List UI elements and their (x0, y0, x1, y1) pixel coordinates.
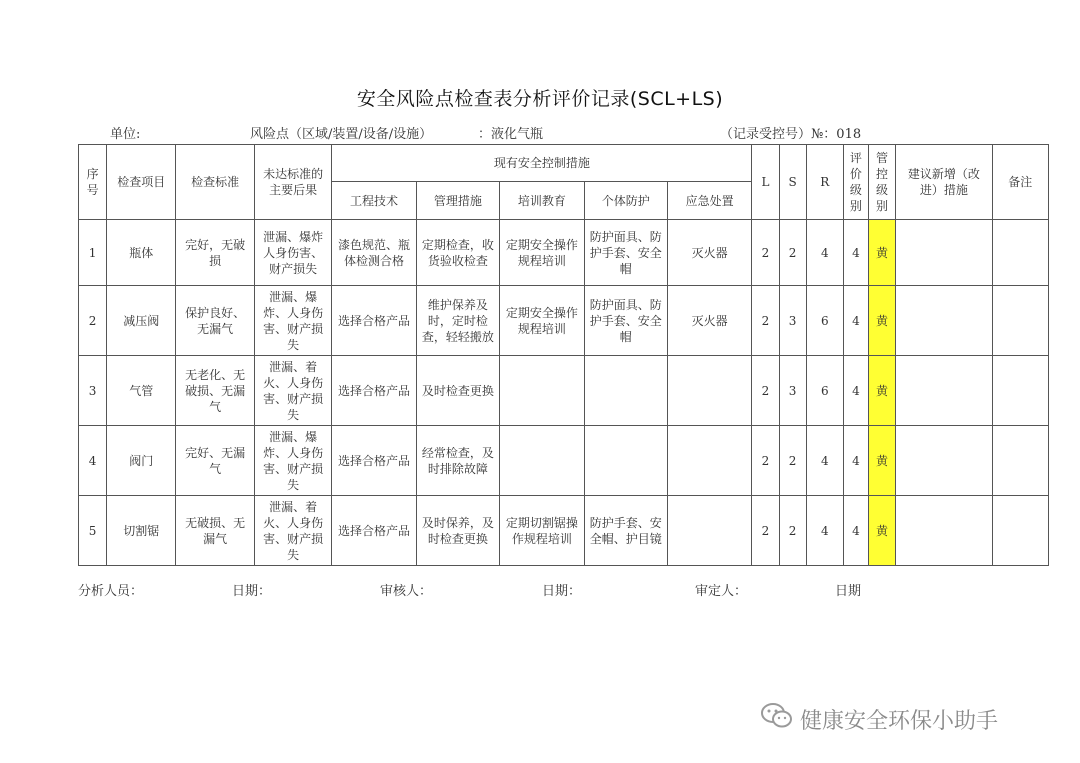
row-suggest (896, 496, 992, 566)
row-ppe (584, 426, 667, 496)
date-label-1: 日期： (232, 584, 272, 599)
row-L: 2 (752, 356, 779, 426)
row-seq: 4 (79, 426, 107, 496)
row-emergency (667, 496, 751, 566)
risk-check-table (78, 144, 1049, 566)
row-engineering: 选择合格产品 (332, 286, 416, 356)
row-training (500, 426, 584, 496)
row-S: 2 (779, 426, 806, 496)
row-management: 经常检查，及时排除故障 (416, 426, 499, 496)
row-suggest (896, 426, 992, 496)
table-row (79, 356, 1049, 426)
table-row (79, 220, 1049, 286)
row-training: 定期安全操作规程培训 (500, 286, 584, 356)
row-item: 减压阀 (107, 286, 176, 356)
header-engineering: 工程技术 (332, 182, 416, 220)
row-L: 2 (752, 220, 779, 286)
row-standard: 无破损、无漏气 (176, 496, 254, 566)
row-R: 4 (806, 496, 843, 566)
row-management: 定期检查，收货验收检查 (416, 220, 499, 286)
row-item: 切割锯 (107, 496, 176, 566)
row-eval-level: 4 (843, 286, 868, 356)
row-emergency: 灭火器 (667, 286, 751, 356)
row-eval-level: 4 (843, 426, 868, 496)
header-ppe: 个体防护 (584, 182, 667, 220)
header-consequence: 未达标准的主要后果 (254, 145, 331, 220)
row-standard: 无老化、无破损、无漏气 (176, 356, 254, 426)
page-title: 安全风险点检查表分析评价记录(SCL+LS) (356, 88, 724, 110)
header-S: S (779, 145, 806, 220)
row-engineering: 选择合格产品 (332, 426, 416, 496)
row-item: 气管 (107, 356, 176, 426)
row-ctrl-level: 黄 (868, 496, 895, 566)
row-remark (992, 426, 1048, 496)
row-R: 6 (806, 286, 843, 356)
row-seq: 5 (79, 496, 107, 566)
row-remark (992, 286, 1048, 356)
row-eval-level: 4 (843, 496, 868, 566)
row-engineering: 选择合格产品 (332, 496, 416, 566)
row-ppe: 防护手套、安全帽、护目镜 (584, 496, 667, 566)
header-suggest: 建议新增（改进）措施 (896, 145, 992, 220)
row-suggest (896, 356, 992, 426)
wechat-icon (760, 702, 794, 736)
row-R: 4 (806, 426, 843, 496)
row-eval-level: 4 (843, 356, 868, 426)
row-ctrl-level: 黄 (868, 220, 895, 286)
header-training: 培训教育 (500, 182, 584, 220)
row-training (500, 356, 584, 426)
header-eval-level: 评价级别 (843, 145, 868, 220)
row-S: 2 (779, 220, 806, 286)
row-management: 及时检查更换 (416, 356, 499, 426)
row-S: 2 (779, 496, 806, 566)
row-engineering: 选择合格产品 (332, 356, 416, 426)
row-training: 定期切割锯操作规程培训 (500, 496, 584, 566)
header-item: 检查项目 (107, 145, 176, 220)
row-engineering: 漆色规范、瓶体检测合格 (332, 220, 416, 286)
row-consequence: 泄漏、着火、人身伤害、财产损失 (254, 356, 331, 426)
row-ppe (584, 356, 667, 426)
row-training: 定期安全操作规程培训 (500, 220, 584, 286)
row-remark (992, 220, 1048, 286)
header-emergency: 应急处置 (667, 182, 751, 220)
row-remark (992, 496, 1048, 566)
row-eval-level: 4 (843, 220, 868, 286)
row-ppe: 防护面具、防护手套、安全帽 (584, 220, 667, 286)
risk-point-label: 风险点（区域/装置/设备/设施） (250, 127, 433, 142)
row-seq: 1 (79, 220, 107, 286)
table-row (79, 426, 1049, 496)
row-remark (992, 356, 1048, 426)
row-consequence: 泄漏、着火、人身伤害、财产损失 (254, 496, 331, 566)
header-remark: 备注 (992, 145, 1048, 220)
row-standard: 保护良好、无漏气 (176, 286, 254, 356)
table-row (79, 286, 1049, 356)
row-R: 4 (806, 220, 843, 286)
unit-label: 单位: (110, 127, 141, 142)
row-L: 2 (752, 496, 779, 566)
row-standard: 完好，无破损 (176, 220, 254, 286)
row-management: 维护保养及时，定时检查，轻轻搬放 (416, 286, 499, 356)
row-standard: 完好、无漏气 (176, 426, 254, 496)
table-row (79, 496, 1049, 566)
reviewer-label: 审核人： (380, 584, 433, 599)
analyst-label: 分析人员： (78, 584, 144, 599)
header-ctrl-level: 管控级别 (868, 145, 895, 220)
row-seq: 3 (79, 356, 107, 426)
row-ctrl-level: 黄 (868, 426, 895, 496)
date-label-3: 日期 (835, 584, 862, 599)
row-L: 2 (752, 426, 779, 496)
row-L: 2 (752, 286, 779, 356)
row-suggest (896, 286, 992, 356)
date-label-2: 日期： (542, 584, 582, 599)
row-emergency (667, 356, 751, 426)
approver-label: 审定人： (695, 584, 748, 599)
row-ctrl-level: 黄 (868, 286, 895, 356)
row-consequence: 泄漏、爆炸人身伤害、财产损失 (254, 220, 331, 286)
row-consequence: 泄漏、爆炸、人身伤害、财产损失 (254, 286, 331, 356)
watermark-text: 健康安全环保小助手 (800, 708, 999, 734)
row-item: 瓶体 (107, 220, 176, 286)
row-S: 3 (779, 286, 806, 356)
row-ppe: 防护面具、防护手套、安全帽 (584, 286, 667, 356)
header-management: 管理措施 (416, 182, 499, 220)
row-management: 及时保养，及时检查更换 (416, 496, 499, 566)
header-R: R (806, 145, 843, 220)
row-emergency: 灭火器 (667, 220, 751, 286)
header-L: L (752, 145, 779, 220)
row-R: 6 (806, 356, 843, 426)
row-emergency (667, 426, 751, 496)
row-item: 阀门 (107, 426, 176, 496)
row-S: 3 (779, 356, 806, 426)
header-standard: 检查标准 (176, 145, 254, 220)
header-measures: 现有安全控制措施 (332, 145, 752, 182)
row-consequence: 泄漏、爆炸、人身伤害、财产损失 (254, 426, 331, 496)
record-number: （记录受控号）№：018 (720, 127, 862, 142)
risk-point-value: ：液化气瓶 (478, 127, 544, 142)
header-seq: 序号 (79, 145, 107, 220)
row-suggest (896, 220, 992, 286)
watermark (760, 702, 998, 736)
row-ctrl-level: 黄 (868, 356, 895, 426)
row-seq: 2 (79, 286, 107, 356)
